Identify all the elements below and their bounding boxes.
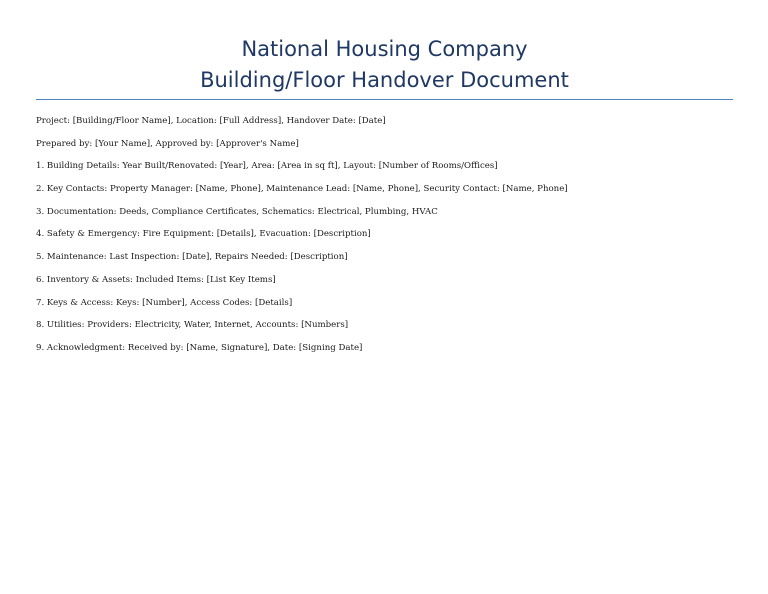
title-document: Building/Floor Handover Document: [200, 68, 569, 92]
section-building-details: 1. Building Details: Year Built/Renovated: [Year], Area: [Area in sq ft], Layout: [Number of Rooms/Offices]: [36, 161, 498, 172]
section-utilities: 8. Utilities: Providers: Electricity, Water, Internet, Accounts: [Numbers]: [36, 320, 349, 331]
section-maintenance: 5. Maintenance: Last Inspection: [Date], Repairs Needed: [Description]: [36, 252, 348, 263]
section-inventory-assets: 6. Inventory & Assets: Included Items: [List Key Items]: [36, 274, 276, 285]
section-key-contacts: 2. Key Contacts: Property Manager: [Name, Phone], Maintenance Lead: [Name, Phone], Security Contact: [Name, Phone]: [36, 184, 568, 195]
section-acknowledgment: 9. Acknowledgment: Received by: [Name, Signature], Date: [Signing Date]: [36, 342, 363, 353]
section-documentation: 3. Documentation: Deeds, Compliance Certificates, Schematics: Electrical, Plumbing, HVAC: [36, 206, 438, 217]
section-safety-emergency: 4. Safety & Emergency: Fire Equipment: [Details], Evacuation: [Description]: [36, 229, 371, 240]
prepared-by-line: Prepared by: [Your Name], Approved by: [Approver's Name]: [36, 138, 299, 149]
section-keys-access: 7. Keys & Access: Keys: [Number], Access Codes: [Details]: [36, 297, 293, 308]
title-company: National Housing Company: [241, 37, 528, 61]
document-title: [36, 34, 733, 96]
title-divider: [36, 99, 733, 100]
project-line: Project: [Building/Floor Name], Location: [Full Address], Handover Date: [Date]: [36, 116, 386, 126]
document-body: [36, 114, 733, 364]
